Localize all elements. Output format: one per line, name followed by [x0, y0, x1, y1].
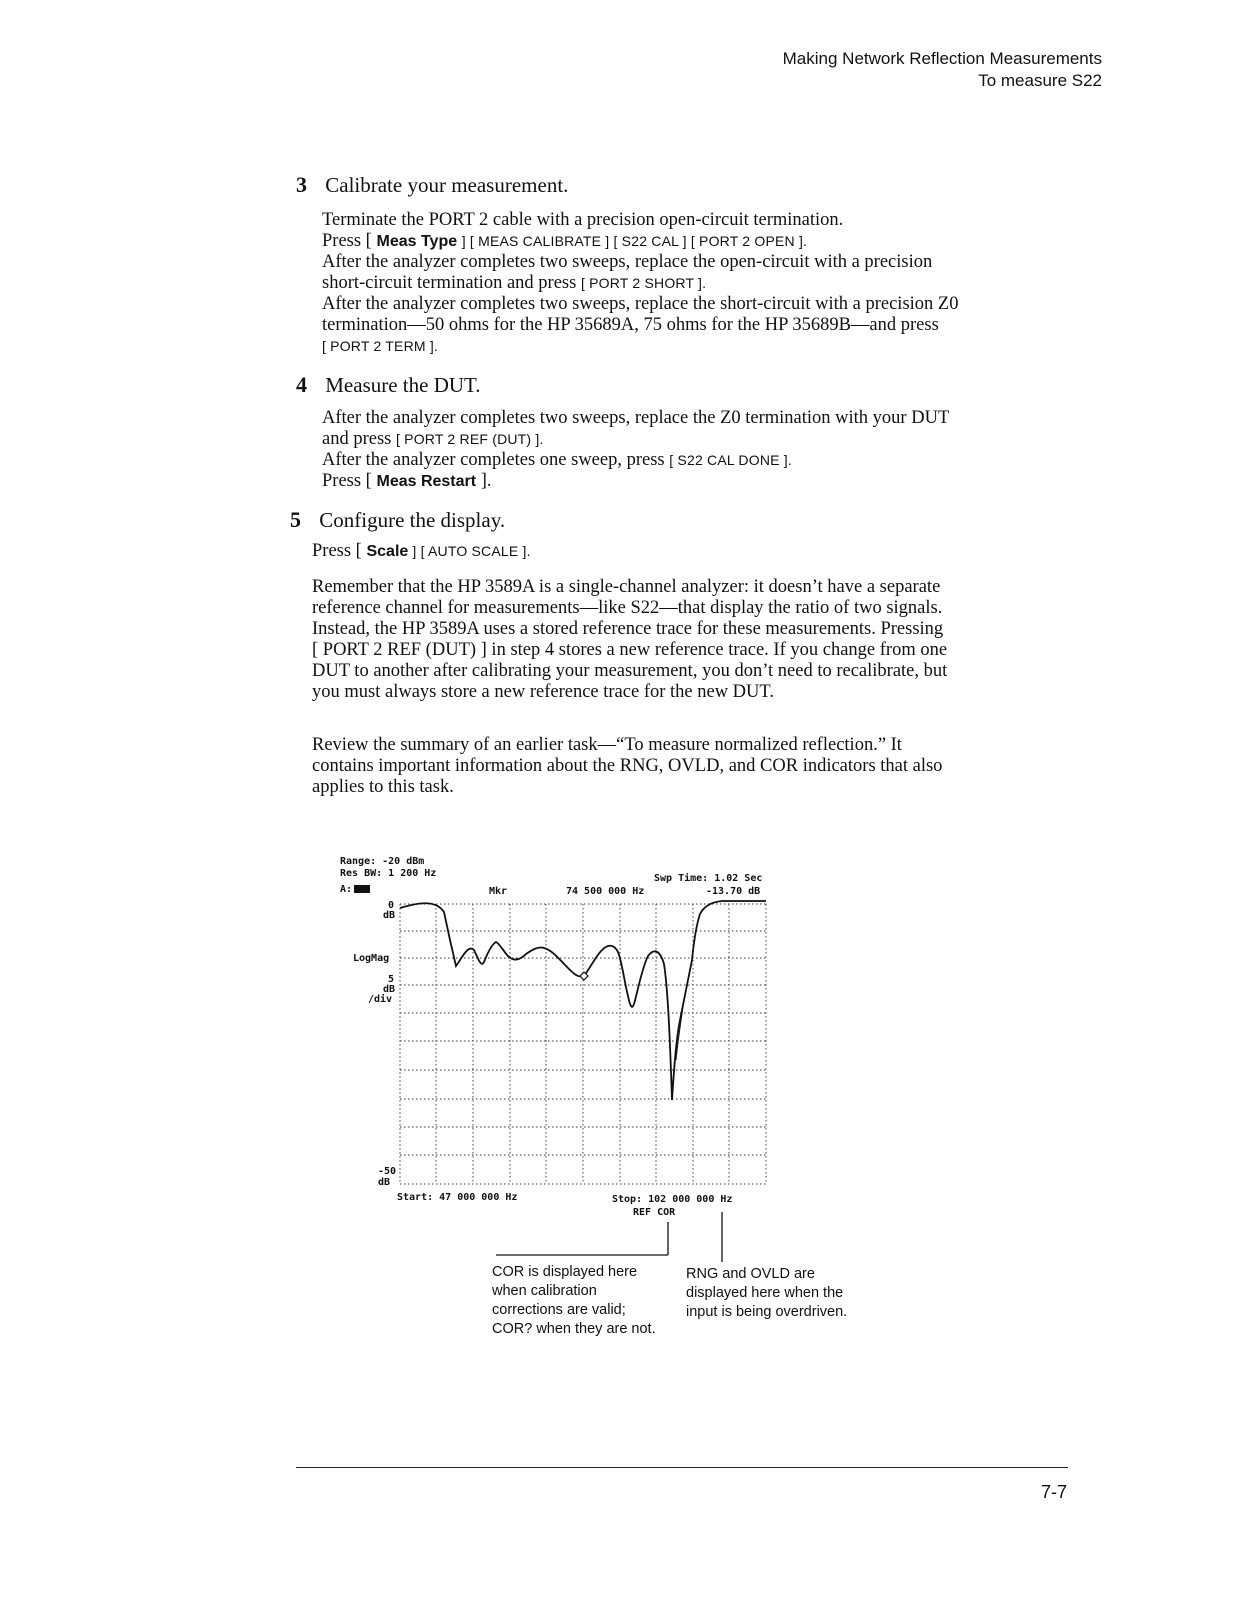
header-section: To measure S22	[978, 71, 1102, 90]
screen-res-bw: Res BW: 1 200 Hz	[340, 868, 437, 879]
screen-logmag: LogMag	[353, 953, 390, 964]
step-title: Measure the DUT.	[325, 373, 481, 397]
text-line: contains important information about the RNG, OVLD, and COR indicators that also	[312, 756, 943, 776]
text-line: After the analyzer completes two sweeps, replace the open-circuit with a precision	[322, 252, 933, 272]
text-line: After the analyzer completes two sweeps, replace the short-circuit with a precision Z0	[322, 294, 959, 314]
key-scale: Scale	[366, 543, 409, 560]
callout-line: COR? when they are not.	[492, 1321, 656, 1337]
text-line: termination—50 ohms for the HP 35689A, 75 ohms for the HP 35689B—and press	[322, 315, 939, 335]
screen-start-freq: Start: 47 000 000 Hz	[397, 1192, 518, 1203]
callout-line: input is being overdriven.	[686, 1304, 848, 1320]
screen-div-value: 5	[388, 974, 395, 985]
key-meas-type: Meas Type	[376, 233, 458, 250]
callout-line: displayed here when the	[686, 1285, 844, 1301]
step-number: 5	[290, 507, 301, 532]
text-line: and press [ PORT 2 REF (DUT) ].	[322, 429, 544, 449]
step-3-heading	[296, 172, 568, 198]
softkey-port2-short: [ PORT 2 SHORT ].	[580, 275, 707, 291]
step-title: Configure the display.	[319, 508, 506, 532]
softkey-s22-cal-done: [ S22 CAL DONE ].	[669, 452, 792, 468]
softkey-port2-term: [ PORT 2 TERM ].	[322, 338, 439, 354]
text-line: [ PORT 2 REF (DUT) ] in step 4 stores a new reference trace. If you change from one	[312, 640, 948, 660]
step-3-body	[322, 210, 1082, 357]
graticule-grid	[400, 904, 766, 1184]
s22-trace-inner	[676, 1000, 684, 1060]
softkey-auto-scale: ] [ AUTO SCALE ].	[408, 543, 531, 559]
screen-per-div: /div	[368, 994, 393, 1005]
softkey-port2-ref: [ PORT 2 REF (DUT) ].	[395, 431, 544, 447]
step-5-paragraph-1	[312, 577, 1082, 703]
text-line: short-circuit termination and press [ PORT 2 SHORT ].	[322, 273, 707, 293]
text-line: reference channel for measurements—like S22—that display the ratio of two signals.	[312, 598, 943, 618]
text-line: Press [ Meas Restart ].	[322, 471, 492, 491]
trace-indicator-block	[354, 885, 370, 893]
step-5-press-line	[312, 541, 1082, 562]
step-number: 4	[296, 372, 307, 397]
step-5-paragraph-2	[312, 735, 1082, 798]
screen-range: Range: -20 dBm	[340, 856, 425, 867]
screen-bottom-unit: dB	[378, 1177, 391, 1188]
running-header	[783, 48, 1102, 92]
text-line: After the analyzer completes two sweeps, replace the Z0 termination with your DUT	[322, 408, 950, 428]
screen-status-ref-cor: REF COR	[633, 1207, 676, 1218]
step-5-heading	[290, 507, 505, 533]
marker-diamond	[580, 972, 588, 980]
footer-rule	[296, 1467, 1068, 1468]
text-line: Remember that the HP 3589A is a single-channel analyzer: it doesn’t have a separate	[312, 577, 941, 597]
step-number: 3	[296, 172, 307, 197]
step-title: Calibrate your measurement.	[325, 173, 569, 197]
step-4-heading	[296, 372, 481, 398]
screen-bottom-value: -50	[378, 1166, 397, 1177]
text-line: you must always store a new reference trace for the new DUT.	[312, 682, 774, 702]
callout-line: COR is displayed here	[492, 1264, 638, 1280]
text-line: Press [ Scale ] [ AUTO SCALE ].	[312, 541, 531, 561]
screen-marker-label: Mkr	[489, 886, 508, 897]
key-meas-restart: Meas Restart	[376, 473, 477, 490]
s22-trace	[400, 901, 766, 1100]
callout-line: RNG and OVLD are	[686, 1266, 815, 1282]
text-line: Review the summary of an earlier task—“To measure normalized reflection.” It	[312, 735, 902, 755]
screen-marker-freq: 74 500 000 Hz	[566, 886, 645, 897]
screen-sweep-time: Swp Time: 1.02 Sec	[654, 873, 763, 884]
softkey-sequence: ] [ MEAS CALIBRATE ] [ S22 CAL ] [ PORT 2 OPEN ].	[461, 233, 808, 249]
callout-rng-ovld	[686, 1265, 847, 1322]
screen-stop-freq: Stop: 102 000 000 Hz	[612, 1194, 733, 1205]
text-line: Terminate the PORT 2 cable with a precision open-circuit termination.	[322, 210, 844, 230]
callout-line: when calibration	[492, 1283, 597, 1299]
screen-marker-value: -13.70 dB	[706, 886, 761, 897]
text-line: After the analyzer completes one sweep, press [ S22 CAL DONE ].	[322, 450, 792, 470]
callout-cor	[492, 1263, 656, 1339]
screen-div-unit: dB	[383, 984, 396, 995]
callout-line: corrections are valid;	[492, 1302, 626, 1318]
text-line: Instead, the HP 3589A uses a stored reference trace for these measurements. Pressing	[312, 619, 944, 639]
callout-leaders	[496, 1212, 722, 1262]
header-chapter: Making Network Reflection Measurements	[782, 49, 1102, 68]
step-4-body	[322, 408, 1082, 492]
text-line: applies to this task.	[312, 777, 454, 797]
text-line: DUT to another after calibrating your measurement, you don’t need to recalibrate, but	[312, 661, 948, 681]
screen-top-value: 0	[388, 900, 395, 911]
screen-top-unit: dB	[383, 910, 396, 921]
page-number: 7-7	[1040, 1482, 1067, 1502]
screen-trace-label: A:	[340, 884, 370, 895]
text-line: Press [ Meas Type ] [ MEAS CALIBRATE ] [ S22 CAL ] [ PORT 2 OPEN ].	[322, 231, 808, 251]
